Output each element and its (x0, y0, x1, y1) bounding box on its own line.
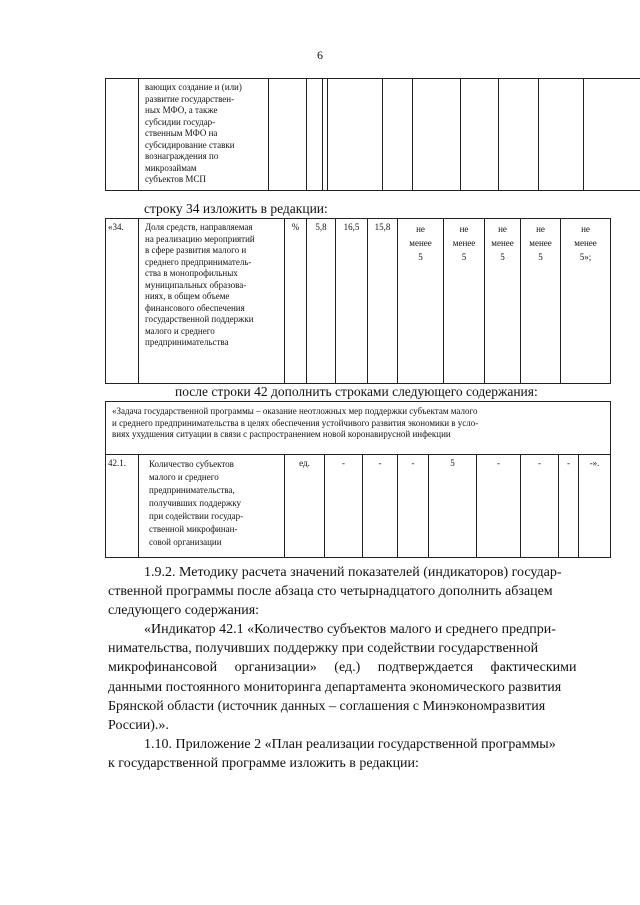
text-line: субсидии государ- (145, 116, 216, 127)
text-line: 5 (500, 252, 505, 262)
text-line: малого и среднего (145, 325, 215, 336)
text-line: 1.9.2. Методику расчета значений показателей (индикаторов) государ- (144, 565, 562, 580)
text-line: ства в монопрофильных (145, 268, 238, 278)
cell-empty (413, 79, 461, 191)
paragraph-indicator-42-1 (108, 620, 608, 735)
value-cell: - (398, 455, 429, 558)
cell-empty (584, 79, 640, 191)
text-line: России).». (108, 718, 169, 734)
text-line: следующего содержания: (108, 603, 260, 619)
text-line: совой организации (149, 537, 222, 547)
table-top-continuation (105, 78, 640, 191)
indicator-name-cell (139, 79, 269, 191)
target-cell (521, 219, 561, 384)
indicator-name-cell (139, 455, 285, 558)
text-line: менее (452, 238, 476, 248)
text-line: на реализацию мероприятий (145, 233, 255, 244)
text-line: 1.10. Приложение 2 «План реализации государственной программы» (144, 737, 556, 752)
text-line: муниципальных образова- (145, 279, 247, 290)
text-line: 5 (538, 252, 543, 262)
text-line: не (498, 224, 507, 234)
text-line: предпринимательства, (149, 485, 235, 495)
text-line: ственным МФО на (145, 128, 218, 138)
row-number: 42.1. (106, 455, 139, 558)
cell-empty (106, 79, 139, 191)
text-line: нимательства, получивших поддержку при содействии государственной (108, 641, 539, 657)
text-line: и среднего предпринимательства в целях обеспечения устойчивого развития экономики в усло- (112, 417, 479, 428)
text-line: «Задача государственной программы – оказание неотложных мер поддержки субъектам малого (112, 406, 478, 416)
cell-empty (328, 79, 383, 191)
target-cell (444, 219, 485, 384)
unit-cell: % (285, 219, 307, 384)
text-line: не (536, 224, 545, 234)
text-line: в сфере развития малого и (145, 245, 247, 255)
value-cell: - (559, 455, 579, 558)
text-line: финансового обеспечения (145, 302, 245, 313)
page-number: 6 (317, 48, 323, 62)
cell-empty (269, 79, 307, 191)
indicator-name-cell (139, 219, 285, 384)
value-cell: 5 (429, 455, 477, 558)
text-line: микрофинансовой организации» (ед.) подтверждается фактическими (108, 660, 577, 676)
cell-empty (307, 79, 323, 191)
text-line: ниях, в общем объеме (145, 291, 230, 301)
text-line: не (459, 224, 469, 234)
text-line: вающих создание и (или) (145, 82, 242, 92)
paragraph-1-10 (108, 735, 608, 773)
value-cell: 16,5 (336, 219, 368, 384)
text-line: «Индикатор 42.1 «Количество субъектов малого и среднего предпри- (144, 622, 556, 637)
target-cell (398, 219, 444, 384)
row-number: «34. (106, 219, 139, 384)
table-row-34 (105, 218, 611, 384)
value-cell: - (363, 455, 398, 558)
task-header-cell (106, 402, 611, 455)
text-line: государственной поддержки (145, 314, 254, 324)
value-cell: - (325, 455, 363, 558)
paragraph-1-9-2 (108, 563, 608, 621)
text-line: субсидирование ставки (145, 139, 235, 150)
text-line: 5 (461, 252, 467, 262)
heading-row34: строку 34 изложить в редакции: (144, 201, 328, 216)
text-line: Брянской области (источник данных – соглашения с Минэкономразвития (108, 698, 546, 714)
text-line: среднего предприниматель- (145, 256, 252, 267)
text-line: при содействии государ- (149, 511, 244, 521)
text-line: микрозаймам (145, 162, 197, 173)
text-line: развитие государствен- (145, 93, 235, 104)
value-cell: 5,8 (307, 219, 336, 384)
text-line: ственной программы после абзаца сто четырнадцатого дополнить абзацем (108, 584, 553, 600)
value-cell: 15,8 (368, 219, 398, 384)
text-line: Количество субъектов (149, 459, 234, 469)
text-line: виях ухудшения ситуации в связи с распространением новой коронавирусной инфекции (112, 429, 451, 439)
text-line: менее (574, 238, 597, 248)
text-line: 5 (418, 252, 423, 262)
text-line: предпринимательства (145, 337, 229, 347)
cell-empty (539, 79, 584, 191)
text-line: менее (491, 238, 514, 248)
table-row-42-1 (105, 401, 611, 558)
text-line: ственной микрофинан- (149, 524, 238, 534)
text-line: малого и среднего (149, 472, 219, 482)
text-line: вознаграждения по (145, 151, 219, 161)
text-line: получивших поддержку (149, 498, 241, 508)
text-line: Доля средств, направляемая (145, 222, 253, 232)
text-line: ных МФО, а также (145, 105, 218, 115)
cell-empty (383, 79, 413, 191)
cell-empty (461, 79, 499, 191)
value-cell: -». (579, 455, 611, 558)
cell-empty (499, 79, 539, 191)
unit-cell: ед. (285, 455, 325, 558)
heading-after-row42: после строки 42 дополнить строками следующего содержания: (175, 384, 538, 399)
text-line: 5»; (579, 252, 592, 262)
text-line: менее (529, 238, 552, 248)
text-line: не (416, 224, 425, 234)
value-cell: - (477, 455, 521, 558)
text-line: данными постоянного мониторинга департамента экономического развития (108, 679, 562, 695)
text-line: менее (409, 238, 432, 248)
text-line: субъектов МСП (145, 174, 206, 184)
target-cell (485, 219, 521, 384)
text-line: к государственной программе изложить в редакции: (108, 756, 419, 772)
target-cell (561, 219, 611, 384)
value-cell: - (521, 455, 559, 558)
text-line: не (581, 224, 590, 234)
